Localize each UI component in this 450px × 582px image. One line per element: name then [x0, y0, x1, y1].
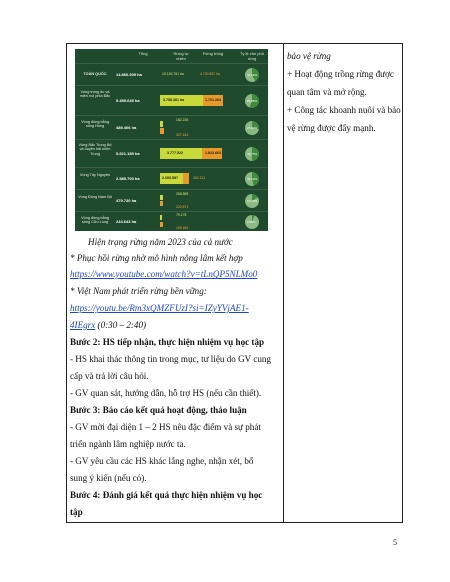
coverage-value: 42,02%	[247, 73, 258, 77]
region-label: Vùng đồng bằng sông Hồng	[81, 120, 109, 129]
planted-value: 1.701.264	[205, 98, 221, 102]
natural-bar	[160, 195, 163, 200]
coverage-value: 16,34%	[247, 199, 258, 203]
video-link-2[interactable]: https://youtu.be/Rm3xQMZFUzI?si=IZyYVjAE1-	[70, 303, 249, 313]
step-2-heading: Bước 2: HS tiếp nhận, thực hiện nhiệm vụ học tập	[70, 337, 265, 347]
paragraph: - GV quan sát, hướng dẫn, hỗ trợ HS (nếu cần thiết).	[70, 388, 262, 398]
figure-caption: Hiện trạng rừng năm 2023 của cả nước	[88, 237, 233, 247]
region-total: 2.585.700 ha	[116, 176, 140, 181]
region-label: Vùng Tây Nguyên	[79, 173, 111, 177]
planted-value: 165.464	[176, 226, 189, 230]
paragraph: cấp và trả lời câu hỏi.	[70, 371, 149, 381]
infographic-row	[75, 189, 268, 212]
forest-status-infographic	[75, 49, 268, 231]
coverage-value: 5,88%	[247, 220, 256, 224]
region-label: Vùng Đông Nam Bộ	[78, 195, 112, 199]
planted-bar	[160, 128, 164, 134]
video-link-2-cont[interactable]: 4IEgrx	[70, 320, 96, 330]
page-number: 5	[393, 538, 397, 547]
planted-value: 307.181	[176, 133, 189, 137]
region-label: Vùng Bắc Trung Bộ và duyên hải miền Trung	[78, 143, 112, 156]
step-4-heading: Bước 4: Đánh giá kết quả thực hiện nhiệm vụ học	[70, 490, 263, 500]
coverage-value: 55,85%	[247, 99, 258, 103]
planted-bar	[183, 173, 189, 184]
right-text: bảo vệ rừng	[287, 51, 331, 61]
infographic-row	[75, 85, 268, 116]
region-total: 5.621.185 ha	[116, 151, 140, 156]
region-label: Vùng trung du và miền núi phía Bắc	[79, 90, 111, 99]
right-text: + Hoạt động trồng rừng được	[287, 69, 394, 79]
coverage-value: 49,75%	[247, 152, 258, 156]
planted-bar	[160, 222, 163, 227]
region-label: TOÀN QUỐC	[83, 72, 107, 76]
natural-value: 3.777.522	[167, 151, 183, 155]
region-total: 14.860.309 ha	[116, 72, 142, 77]
right-text: quan tâm và mở rộng.	[287, 87, 367, 97]
header-planted: Rừng trồng	[202, 51, 224, 56]
video-time-range: (0:30 – 2:40)	[95, 320, 147, 330]
planted-value: 492.113	[193, 176, 206, 180]
video-link-2-line2	[70, 319, 146, 331]
region-total: 5.459.645 ha	[116, 98, 140, 103]
paragraph: triển ngành lâm nghiệp nước ta.	[70, 439, 186, 449]
infographic-row	[75, 167, 268, 190]
paragraph: - HS khai thác thông tin trong mục, tư liệu do GV cung	[70, 354, 272, 364]
infographic-row	[75, 115, 268, 140]
step-3-heading: Bước 3: Báo cáo kết quả hoạt động, thảo luận	[70, 405, 247, 415]
region-total: 489.406 ha	[116, 125, 137, 130]
planted-value: 4.730.557 ha	[200, 72, 220, 76]
planted-value: 1.843.663	[205, 151, 221, 155]
header-natural: Rừng tự nhiên	[173, 51, 189, 61]
planted-value: 220.871	[176, 205, 189, 209]
step-4-heading-cont: tập	[70, 507, 83, 517]
paragraph: - GV mời đại diện 1 – 2 HS nêu đặc điểm và sự phát	[70, 422, 261, 432]
infographic-row	[75, 211, 268, 232]
natural-bar	[160, 121, 163, 127]
natural-bar	[160, 215, 162, 220]
region-total: 244.643 ha	[116, 219, 137, 224]
header-total: Tổng	[138, 51, 148, 56]
region-label: Vùng đồng bằng sông Cửu Long	[81, 216, 109, 225]
video-item-1: * Phục hồi rừng nhờ mô hình nông lâm kết hợp	[70, 253, 243, 263]
planted-bar	[160, 201, 163, 206]
paragraph: - GV yêu cầu các HS khác lắng nghe, nhận xét, bổ	[70, 456, 254, 466]
natural-value: 182.225	[176, 118, 189, 122]
natural-value: 2.093.587	[162, 176, 178, 180]
header-coverage: Tỷ lệ che phủ rừng	[239, 51, 264, 61]
region-total: 479.730 ha	[116, 198, 137, 203]
video-item-2: * Việt Nam phát triển rừng bền vững:	[70, 286, 207, 296]
coverage-value: 27,82%	[247, 126, 258, 130]
natural-value: 79.178	[176, 213, 187, 217]
video-link-1[interactable]: https://www.youtube.com/watch?v=tLnQP5NLMo0	[70, 269, 258, 279]
infographic-row	[75, 63, 268, 86]
coverage-value: 46,19%	[247, 177, 258, 181]
natural-value: 3.758.381 ha	[163, 98, 185, 102]
natural-value: 258.859	[176, 192, 189, 196]
paragraph: sung ý kiến (nếu có).	[70, 473, 147, 483]
right-text: vệ rừng được đẩy mạnh.	[287, 123, 376, 133]
right-text: + Công tác khoanh nuôi và bảo	[287, 105, 401, 115]
infographic-row	[75, 139, 268, 168]
natural-value: 10.129.751 ha	[162, 72, 184, 76]
